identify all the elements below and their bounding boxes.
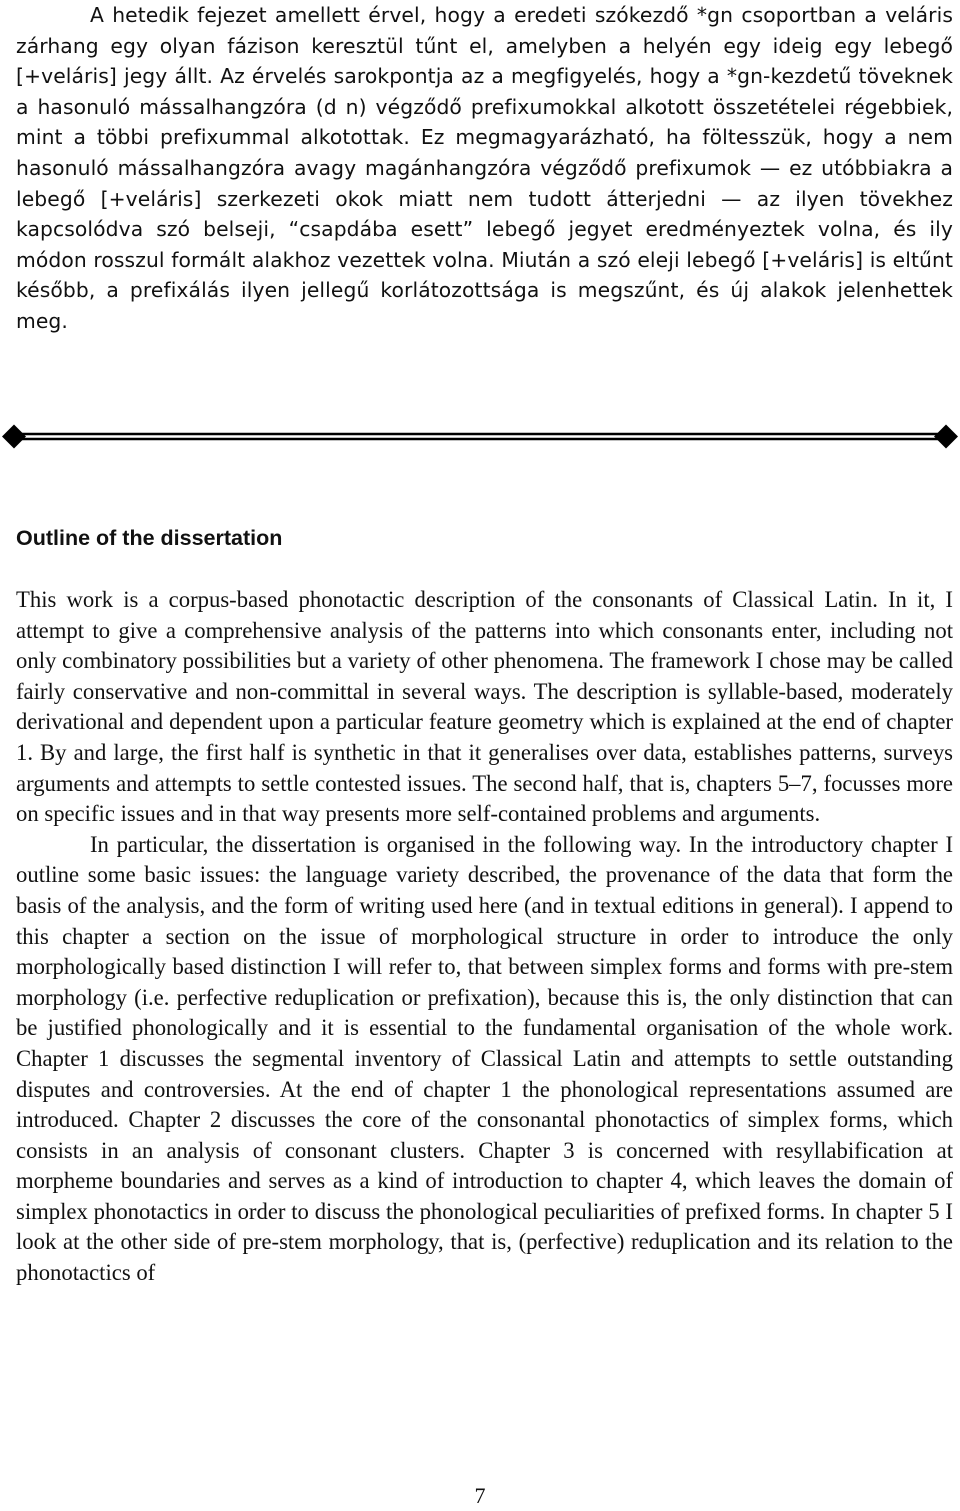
divider-left-diamond bbox=[2, 425, 26, 449]
hungarian-paragraph: A hetedik fejezet amellett érvel, hogy a eredeti szókezdő *gn csoportban a veláris zárhang egy olyan fázison keresztül tűnt el, amelyben a helyén egy ideig egy lebegő [+veláris] jegy állt. Az érvelés sarokpontja az a megfigyelés, hogy a *gn-kezdetű töveknek a hasonuló mássalhangzóra (d n) végződő prefixumokkal alkotott összetételei régebbiek, mint a többi prefixummal alkotottak. Ez megmagyarázható, ha föltesszük, hogy a nem hasonuló mássalhangzóra avagy magánhangzóra végződő prefixumok — ez utóbbiakra a lebegő [+veláris] szerkezeti okok miatt nem tudott átterjedni — az ilyen tövekhez kapcsolódva szó belseji, “csapdába esett” lebegő jegyet eredményeztek volna, és ily módon rosszul formált alakhoz vezettek volna. Miután a szó eleji lebegő [+veláris] is eltűnt később, a prefixálás ilyen jellegű korlátozottsága is megszűnt, és új alakok jelenhettek meg. bbox=[16, 3, 953, 333]
page-number: 7 bbox=[474, 1483, 486, 1508]
divider-right-diamond bbox=[934, 425, 958, 449]
outline-body bbox=[16, 585, 953, 1289]
outline-paragraph-1: This work is a corpus-based phonotactic description of the consonants of Classical Latin. In it, I attempt to give a comprehensive analysis of the patterns into which consonants enter, including not only combinatory possibilities but a variety of other phenomena. The framework I chose may be called fairly conservative and non-committal in several ways. The description is syllable-based, moderately derivational and dependent upon a particular feature geometry which is explained at the end of chapter 1. By and large, the first half is synthetic in that it generalises over data, establishes patterns, surveys arguments and attempts to settle contested issues. The second half, that is, chapters 5–7, focusses more on specific issues and in that way presents more self-contained problems and arguments. bbox=[16, 587, 953, 827]
hungarian-summary bbox=[16, 0, 953, 337]
section-divider bbox=[0, 418, 960, 454]
outline-paragraph-2: In particular, the dissertation is organised in the following way. In the introductory chapter I outline some basic issues: the language variety described, the provenance of the data that form the basis of the analysis, and the form of writing used here (and in textual editions in general). I append to this chapter a section on the issue of morphological structure in order to introduce the only morphologically based distinction I will refer to, that between simplex forms and forms with pre-stem morphology (i.e. perfective reduplication or prefixation), because this is, the only distinction that can be justified phonologically and it is essential to the fundamental organisation of the whole work. Chapter 1 discusses the segmental inventory of Classical Latin and attempts to settle outstanding disputes and controversies. At the end of chapter 1 the phonological representations assumed are introduced. Chapter 2 discusses the core of the consonantal phonotactics of simplex forms, which consists in an analysis of consonant clusters. Chapter 3 is concerned with resyllabification at morpheme boundaries and serves as a kind of introduction to chapter 4, which leaves the domain of simplex phonotactics in order to discuss the phonological peculiarities of prefixed forms. In chapter 5 I look at the other side of pre-stem morphology, that is, (perfective) reduplication and its relation to the phonotactics of bbox=[16, 831, 953, 1286]
section-title: Outline of the dissertation bbox=[16, 526, 283, 550]
